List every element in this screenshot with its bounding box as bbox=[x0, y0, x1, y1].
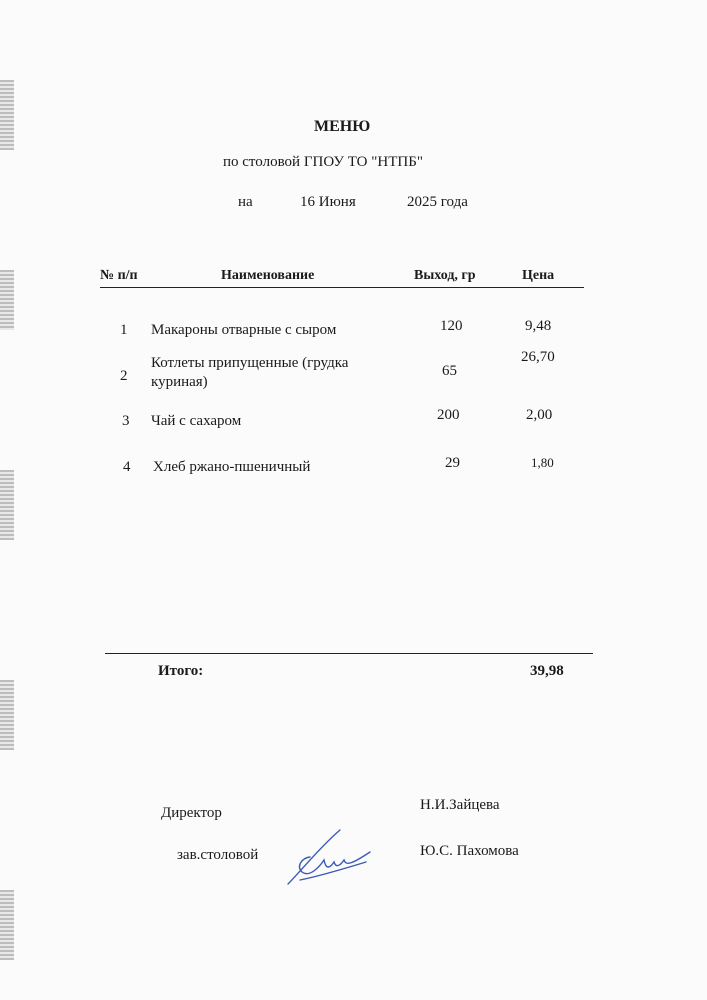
document-subtitle: по столовой ГПОУ ТО "НТПБ" bbox=[223, 154, 423, 170]
total-value: 39,98 bbox=[530, 663, 564, 679]
header-name: Наименование bbox=[221, 268, 315, 283]
handwritten-signature bbox=[280, 822, 375, 892]
row-price: 2,00 bbox=[526, 407, 553, 423]
header-divider bbox=[100, 287, 584, 288]
row-price: 1,80 bbox=[531, 455, 554, 470]
row-number: 4 bbox=[123, 459, 131, 475]
menu-date: 16 Июня bbox=[300, 194, 356, 210]
canteen-head-title: зав.столовой bbox=[177, 847, 259, 863]
total-divider bbox=[105, 653, 593, 654]
director-name: Н.И.Зайцева bbox=[420, 797, 500, 813]
scan-artifact bbox=[0, 470, 14, 540]
canteen-head-name: Ю.С. Пахомова bbox=[420, 843, 519, 859]
row-weight: 65 bbox=[442, 363, 457, 379]
row-weight: 120 bbox=[440, 318, 463, 334]
menu-year: 2025 года bbox=[407, 194, 468, 210]
header-weight: Выход, гр bbox=[414, 268, 476, 283]
row-price: 9,48 bbox=[525, 318, 552, 334]
row-name: Котлеты припущенные (грудка куриная) bbox=[151, 355, 349, 390]
header-number: № п/п bbox=[100, 268, 138, 283]
header-price: Цена bbox=[522, 268, 555, 283]
row-number: 1 bbox=[120, 322, 128, 338]
row-weight: 200 bbox=[437, 407, 460, 423]
total-label: Итого: bbox=[158, 663, 204, 679]
row-weight: 29 bbox=[445, 455, 460, 471]
date-prefix: на bbox=[238, 194, 253, 210]
row-name: Макароны отварные с сыром bbox=[151, 322, 337, 338]
scan-artifact bbox=[0, 680, 14, 750]
row-number: 2 bbox=[120, 368, 128, 384]
row-price: 26,70 bbox=[521, 349, 555, 365]
scan-artifact bbox=[0, 80, 14, 150]
row-number: 3 bbox=[122, 413, 130, 429]
row-name: Хлеб ржано-пшеничный bbox=[153, 459, 311, 475]
row-name: Чай с сахаром bbox=[151, 413, 242, 429]
scan-artifact bbox=[0, 890, 14, 960]
director-title: Директор bbox=[161, 805, 222, 821]
document-title: МЕНЮ bbox=[314, 118, 371, 135]
scan-artifact bbox=[0, 270, 14, 330]
